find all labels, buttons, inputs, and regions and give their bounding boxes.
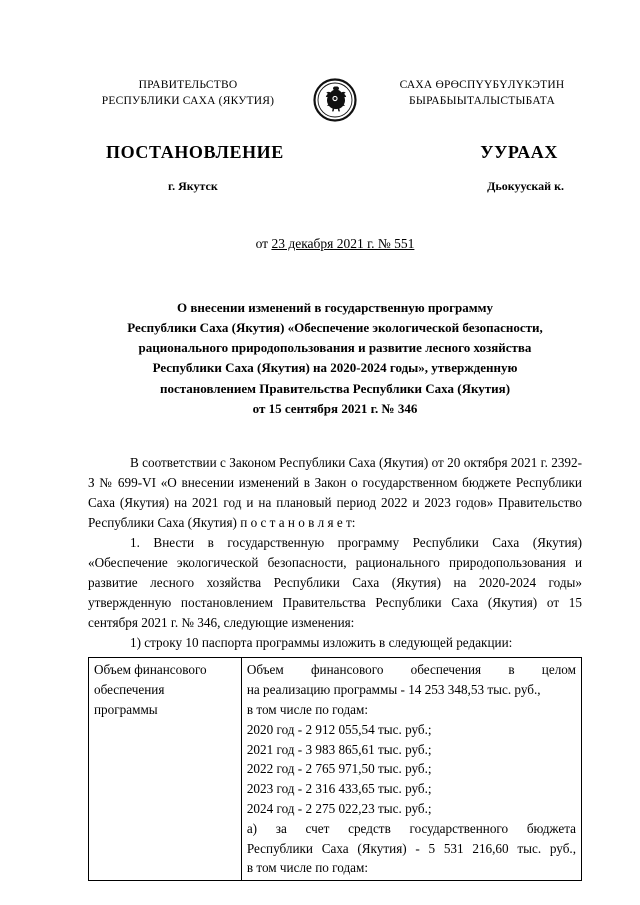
header-org-right	[382, 78, 582, 109]
table-cell-label	[89, 658, 242, 881]
table-label-line-3: программы	[94, 702, 158, 718]
emblem-container	[296, 78, 374, 122]
header-org-right-line1: САХА ӨРӨСПҮҮБҮЛҮКЭТИН	[399, 79, 565, 91]
table-value-line-10: Республики Саха (Якутия) - 5 531 216,60 тыс. руб.,	[246, 840, 576, 856]
table-label-line-2: обеспечения	[94, 682, 165, 698]
doc-type-sakha: УУРААХ	[480, 142, 558, 162]
table-value-line-3: в том числе по годам:	[246, 702, 369, 718]
table-row	[89, 658, 582, 881]
table-value-line-5: 2021 год - 3 983 865,61 тыс. руб.;	[246, 741, 432, 757]
table-value-line-6: 2022 год - 2 765 971,50 тыс. руб.;	[246, 761, 432, 777]
document-header	[88, 78, 582, 122]
table-label-line-1: Объем финансового	[94, 662, 207, 678]
body-paragraph-1: В соответствии с Законом Республики Саха (Якутия) от 20 октября 2021 г. 2392-З № 699-VI «О внесении изменений в Закон о государственном бюджете Республики Саха (Якутия) на 2021 год и на плановый период 2022 и 2023 годов» Правительство Республики Саха (Якутия) п о с т а н о в л я е т:	[88, 454, 582, 531]
document-date-line	[88, 236, 582, 252]
document-title	[88, 298, 582, 419]
table-value-line-1: Объем финансового обеспечения в целом	[246, 662, 576, 678]
body-paragraph-2: 1. Внести в государственную программу Республики Саха (Якутия) «Обеспечение экологической безопасности, рационального природопользования и развитие лесного хозяйства Республики Саха (Якутия) на 2020-2024 годы» утвержденную постановлением Правительства Республики Саха (Якутия) от 15 сентября 2021 г. № 346, следующие изменения:	[88, 535, 582, 631]
table-value-line-7: 2023 год - 2 316 433,65 тыс. руб.;	[246, 781, 432, 797]
doc-type-row	[88, 142, 582, 163]
document-title-line-1: О внесении изменений в государственную программу	[177, 300, 493, 315]
table-value-line-9: а) за счет средств государственного бюджета	[246, 820, 576, 836]
table-value-line-2: на реализацию программы - 14 253 348,53 тыс. руб.,	[246, 682, 541, 698]
body-paragraph-3: 1) строку 10 паспорта программы изложить в следующей редакции:	[130, 635, 513, 651]
document-title-line-4: Республики Саха (Якутия) на 2020-2024 годы», утвержденную	[152, 360, 518, 376]
coat-of-arms-sakha-icon	[313, 78, 357, 122]
table-value-line-8: 2024 год - 2 275 022,23 тыс. руб.;	[246, 801, 432, 817]
doc-type-russian: ПОСТАНОВЛЕНИЕ	[106, 142, 284, 162]
document-title-line-3: рационального природопользования и развитие лесного хозяйства	[138, 340, 532, 356]
city-row	[88, 179, 582, 194]
document-content	[88, 78, 582, 881]
document-title-line-5: постановлением Правительства Республики Саха (Якутия)	[159, 380, 511, 396]
header-org-left-line2: РЕСПУБЛИКИ САХА (ЯКУТИЯ)	[101, 94, 275, 107]
table-value-line-11: в том числе по годам:	[246, 860, 369, 876]
document-body	[88, 453, 582, 654]
date-prefix: от	[255, 236, 272, 251]
city-russian: г. Якутск	[168, 179, 218, 193]
document-title-line-6: от 15 сентября 2021 г. № 346	[252, 400, 418, 416]
header-org-left-line1: ПРАВИТЕЛЬСТВО	[138, 79, 238, 91]
table-cell-value	[241, 658, 581, 881]
header-org-left	[88, 78, 288, 109]
document-title-line-2: Республики Саха (Якутия) «Обеспечение экологической безопасности,	[127, 320, 543, 336]
financial-table	[88, 657, 582, 881]
header-org-right-line2: БЫРАБЫЫТАЛЫСТЫБАТА	[409, 94, 555, 107]
date-value: 23 декабря 2021 г. № 551	[271, 236, 415, 251]
city-sakha: Дьокуускай к.	[487, 179, 564, 193]
table-value-line-4: 2020 год - 2 912 055,54 тыс. руб.;	[246, 721, 432, 737]
